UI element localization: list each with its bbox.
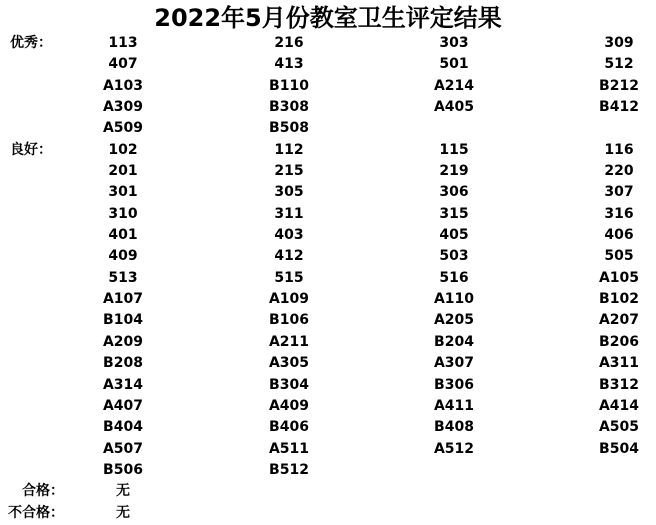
room-cell: 201 xyxy=(108,163,138,180)
room-cell: B304 xyxy=(269,376,309,393)
good-row xyxy=(0,289,656,310)
room-cell: B308 xyxy=(269,99,309,116)
room-cell: 505 xyxy=(604,248,634,265)
room-cell: A105 xyxy=(598,269,640,286)
room-cell: 515 xyxy=(274,269,304,286)
room-cell: 309 xyxy=(604,35,634,51)
fail-label: 不合格： xyxy=(8,504,64,521)
room-cell: 405 xyxy=(439,227,469,244)
pass-value: 无 xyxy=(116,483,130,500)
room-cell: A207 xyxy=(598,312,640,329)
room-cell: B208 xyxy=(103,355,143,372)
room-cell: A414 xyxy=(598,397,640,414)
good-row xyxy=(0,268,656,289)
room-cell: A103 xyxy=(102,77,144,94)
room-cell: A110 xyxy=(433,291,475,308)
room-cell: 307 xyxy=(604,184,634,201)
room-cell: B408 xyxy=(434,419,474,436)
excellent-label: 优秀： xyxy=(10,35,52,51)
good-row xyxy=(0,182,656,203)
room-cell: 316 xyxy=(604,205,634,222)
room-cell: 503 xyxy=(439,248,469,265)
room-cell: B508 xyxy=(269,120,309,137)
good-row xyxy=(0,246,656,267)
good-row xyxy=(0,396,656,417)
room-cell: A411 xyxy=(433,397,475,414)
room-cell: B104 xyxy=(103,312,143,329)
good-row xyxy=(0,439,656,460)
good-row xyxy=(0,375,656,396)
room-cell: A209 xyxy=(102,333,144,350)
room-cell: A511 xyxy=(268,440,310,457)
room-cell: 116 xyxy=(604,141,634,158)
good-row xyxy=(0,204,656,225)
room-cell: A509 xyxy=(102,120,144,137)
room-cell: B312 xyxy=(599,376,639,393)
excellent-row xyxy=(0,97,656,118)
room-cell: A309 xyxy=(102,99,144,116)
room-cell: A507 xyxy=(102,440,144,457)
room-cell: 219 xyxy=(439,163,469,180)
room-cell: 303 xyxy=(439,35,469,51)
room-cell: 102 xyxy=(108,141,138,158)
good-row xyxy=(0,417,656,438)
pass-row xyxy=(0,481,656,502)
room-cell: A107 xyxy=(102,291,144,308)
room-cell: B110 xyxy=(269,77,309,94)
fail-row xyxy=(0,503,656,524)
room-cell: A109 xyxy=(268,291,310,308)
room-cell: A512 xyxy=(433,440,475,457)
room-cell: 311 xyxy=(274,205,304,222)
room-cell: B212 xyxy=(599,77,639,94)
room-cell: 516 xyxy=(439,269,469,286)
room-cell: A314 xyxy=(102,376,144,393)
excellent-row xyxy=(0,54,656,75)
room-cell: 406 xyxy=(604,227,634,244)
room-cell: 112 xyxy=(274,141,304,158)
room-cell: 401 xyxy=(108,227,138,244)
results-grid xyxy=(0,33,656,524)
room-cell: B404 xyxy=(103,419,143,436)
room-cell: A307 xyxy=(433,355,475,372)
fail-value: 无 xyxy=(116,504,130,521)
room-cell: 501 xyxy=(439,56,469,73)
excellent-row xyxy=(0,33,656,54)
good-row xyxy=(0,353,656,374)
room-cell: B406 xyxy=(269,419,309,436)
excellent-row xyxy=(0,76,656,97)
room-cell: 113 xyxy=(108,35,138,51)
page-title: 2022年5月份教室卫生评定结果 xyxy=(154,4,502,32)
good-row xyxy=(0,460,656,481)
room-cell: A211 xyxy=(268,333,310,350)
room-cell: 306 xyxy=(439,184,469,201)
room-cell: 407 xyxy=(108,56,138,73)
room-cell: 512 xyxy=(604,56,634,73)
room-cell: B106 xyxy=(269,312,309,329)
room-cell: B204 xyxy=(434,333,474,350)
room-cell: A214 xyxy=(433,77,475,94)
good-row xyxy=(0,140,656,161)
pass-label: 合格： xyxy=(22,483,64,500)
good-row xyxy=(0,225,656,246)
room-cell: A205 xyxy=(433,312,475,329)
room-cell: A409 xyxy=(268,397,310,414)
room-cell: 215 xyxy=(274,163,304,180)
room-cell: 413 xyxy=(274,56,304,73)
room-cell: B412 xyxy=(599,99,639,116)
room-cell: 513 xyxy=(108,269,138,286)
room-cell: A505 xyxy=(598,419,640,436)
room-cell: 115 xyxy=(439,141,469,158)
good-row xyxy=(0,161,656,182)
room-cell: B102 xyxy=(599,291,639,308)
room-cell: 305 xyxy=(274,184,304,201)
room-cell: 403 xyxy=(274,227,304,244)
room-cell: A311 xyxy=(598,355,640,372)
room-cell: B206 xyxy=(599,333,639,350)
good-row xyxy=(0,332,656,353)
good-row xyxy=(0,310,656,331)
room-cell: 310 xyxy=(108,205,138,222)
room-cell: 409 xyxy=(108,248,138,265)
room-cell: 412 xyxy=(274,248,304,265)
room-cell: 315 xyxy=(439,205,469,222)
room-cell: A407 xyxy=(102,397,144,414)
room-cell: B506 xyxy=(103,461,143,478)
good-label: 良好： xyxy=(10,141,52,158)
room-cell: A305 xyxy=(268,355,310,372)
room-cell: B512 xyxy=(269,461,309,478)
room-cell: 301 xyxy=(108,184,138,201)
room-cell: 216 xyxy=(274,35,304,51)
room-cell: A405 xyxy=(433,99,475,116)
room-cell: 220 xyxy=(604,163,634,180)
excellent-row xyxy=(0,118,656,139)
room-cell: B306 xyxy=(434,376,474,393)
room-cell: B504 xyxy=(599,440,639,457)
